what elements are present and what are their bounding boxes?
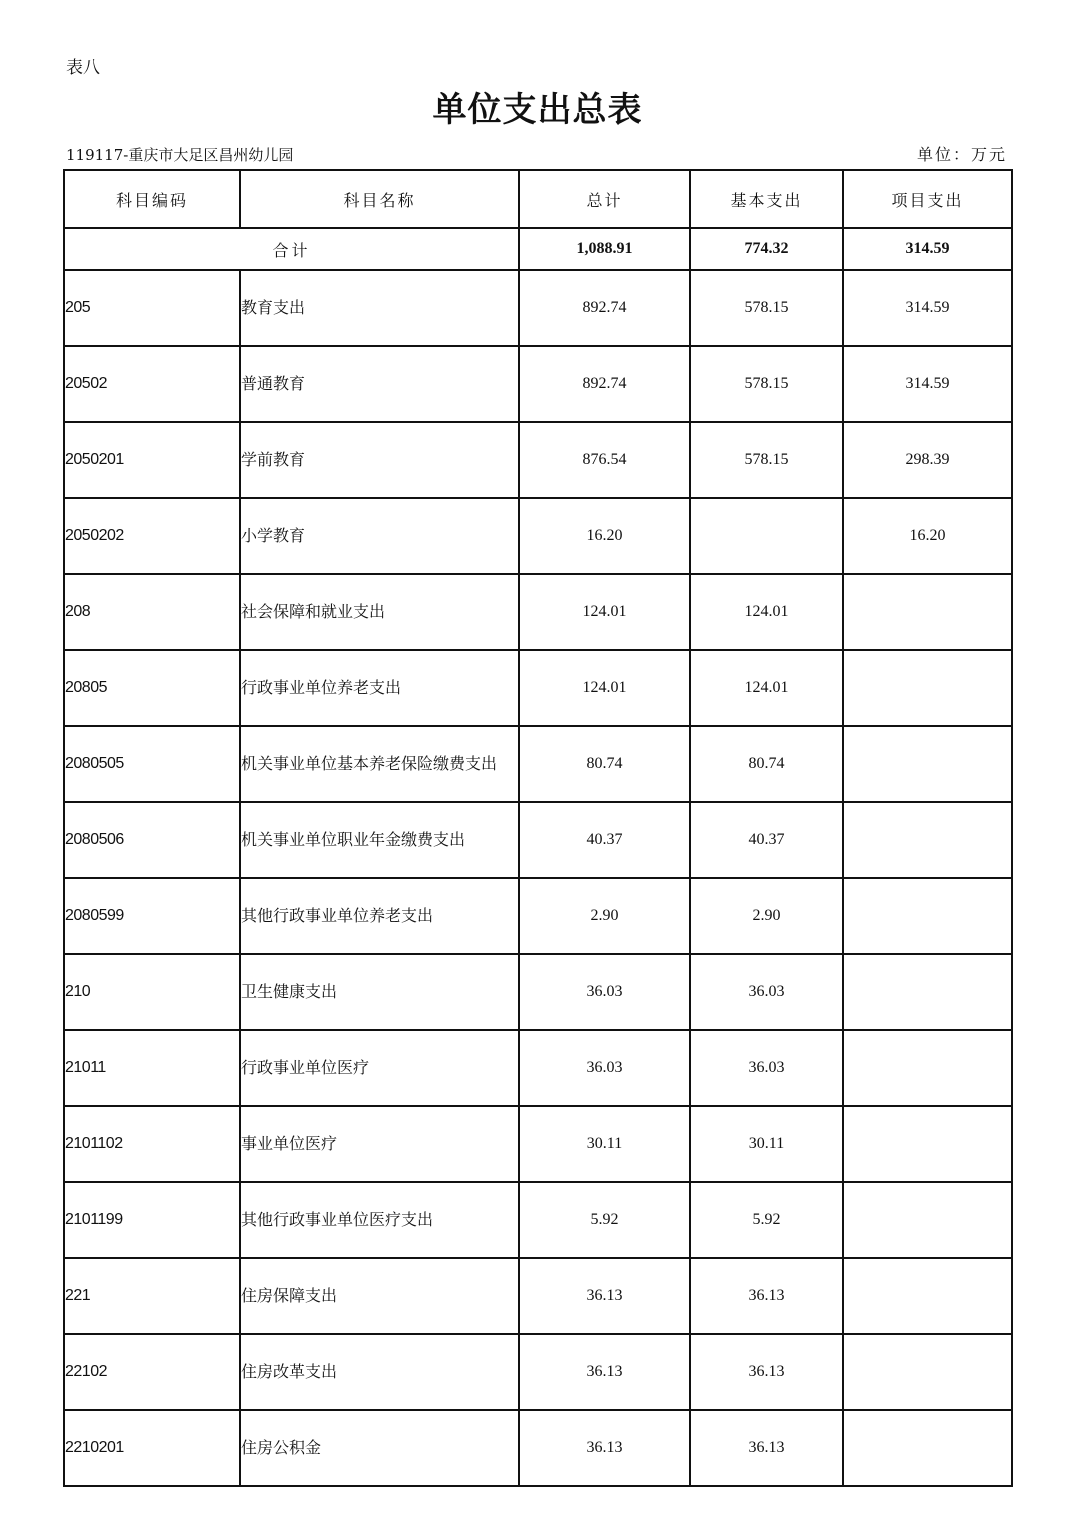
table-row xyxy=(64,574,1012,650)
cell-name: 社会保障和就业支出 xyxy=(240,574,519,650)
cell-project xyxy=(843,1182,1012,1258)
header-project: 项目支出 xyxy=(843,170,1012,228)
cell-basic: 124.01 xyxy=(690,574,843,650)
cell-total: 16.20 xyxy=(519,498,690,574)
cell-name: 事业单位医疗 xyxy=(240,1106,519,1182)
cell-name: 其他行政事业单位医疗支出 xyxy=(240,1182,519,1258)
cell-project xyxy=(843,1030,1012,1106)
cell-total: 36.13 xyxy=(519,1334,690,1410)
cell-code: 2080505 xyxy=(64,726,240,802)
cell-basic: 2.90 xyxy=(690,878,843,954)
table-row xyxy=(64,270,1012,346)
table-row xyxy=(64,1334,1012,1410)
table-row xyxy=(64,954,1012,1030)
cell-basic: 124.01 xyxy=(690,650,843,726)
cell-name: 普通教育 xyxy=(240,346,519,422)
cell-total: 5.92 xyxy=(519,1182,690,1258)
cell-project xyxy=(843,954,1012,1030)
cell-name: 住房保障支出 xyxy=(240,1258,519,1334)
cell-project: 298.39 xyxy=(843,422,1012,498)
total-label: 合计 xyxy=(64,228,519,270)
header-basic: 基本支出 xyxy=(690,170,843,228)
cell-basic: 36.13 xyxy=(690,1410,843,1486)
header-total: 总计 xyxy=(519,170,690,228)
cell-project xyxy=(843,726,1012,802)
table-row xyxy=(64,1182,1012,1258)
page-title: 单位支出总表 xyxy=(432,90,643,130)
cell-total: 892.74 xyxy=(519,346,690,422)
cell-total: 36.03 xyxy=(519,1030,690,1106)
cell-total: 2.90 xyxy=(519,878,690,954)
cell-project xyxy=(843,878,1012,954)
cell-total: 124.01 xyxy=(519,574,690,650)
table-row xyxy=(64,422,1012,498)
table-row xyxy=(64,1106,1012,1182)
cell-project xyxy=(843,1334,1012,1410)
cell-name: 小学教育 xyxy=(240,498,519,574)
cell-basic: 5.92 xyxy=(690,1182,843,1258)
cell-total: 36.03 xyxy=(519,954,690,1030)
total-row xyxy=(64,228,1012,270)
cell-name: 教育支出 xyxy=(240,270,519,346)
cell-basic: 36.13 xyxy=(690,1258,843,1334)
cell-project xyxy=(843,1258,1012,1334)
cell-basic: 80.74 xyxy=(690,726,843,802)
cell-code: 210 xyxy=(64,954,240,1030)
cell-code: 205 xyxy=(64,270,240,346)
header-code: 科目编码 xyxy=(64,170,240,228)
cell-project xyxy=(843,650,1012,726)
cell-name: 卫生健康支出 xyxy=(240,954,519,1030)
total-sum: 1,088.91 xyxy=(519,228,690,270)
cell-total: 892.74 xyxy=(519,270,690,346)
cell-basic xyxy=(690,498,843,574)
cell-project xyxy=(843,1410,1012,1486)
cell-name: 住房改革支出 xyxy=(240,1334,519,1410)
cell-code: 221 xyxy=(64,1258,240,1334)
cell-basic: 36.13 xyxy=(690,1334,843,1410)
total-basic: 774.32 xyxy=(690,228,843,270)
cell-project: 314.59 xyxy=(843,270,1012,346)
cell-total: 80.74 xyxy=(519,726,690,802)
table-row xyxy=(64,1258,1012,1334)
organization-name: 119117-重庆市大足区昌州幼儿园 xyxy=(66,146,294,164)
cell-basic: 36.03 xyxy=(690,954,843,1030)
cell-code: 2080506 xyxy=(64,802,240,878)
cell-code: 2050201 xyxy=(64,422,240,498)
table-row xyxy=(64,498,1012,574)
cell-basic: 578.15 xyxy=(690,346,843,422)
cell-name: 机关事业单位职业年金缴费支出 xyxy=(240,802,519,878)
cell-basic: 578.15 xyxy=(690,422,843,498)
cell-code: 22102 xyxy=(64,1334,240,1410)
cell-project xyxy=(843,574,1012,650)
cell-code: 20502 xyxy=(64,346,240,422)
cell-basic: 36.03 xyxy=(690,1030,843,1106)
cell-total: 36.13 xyxy=(519,1258,690,1334)
cell-name: 机关事业单位基本养老保险缴费支出 xyxy=(240,726,519,802)
cell-code: 2101102 xyxy=(64,1106,240,1182)
header-name: 科目名称 xyxy=(240,170,519,228)
cell-basic: 40.37 xyxy=(690,802,843,878)
cell-project: 314.59 xyxy=(843,346,1012,422)
cell-total: 876.54 xyxy=(519,422,690,498)
table-row xyxy=(64,878,1012,954)
cell-name: 行政事业单位医疗 xyxy=(240,1030,519,1106)
cell-code: 2101199 xyxy=(64,1182,240,1258)
table-row xyxy=(64,802,1012,878)
cell-name: 学前教育 xyxy=(240,422,519,498)
table-number-label: 表八 xyxy=(66,58,100,78)
cell-code: 208 xyxy=(64,574,240,650)
total-project: 314.59 xyxy=(843,228,1012,270)
cell-basic: 578.15 xyxy=(690,270,843,346)
cell-basic: 30.11 xyxy=(690,1106,843,1182)
cell-code: 2080599 xyxy=(64,878,240,954)
cell-total: 36.13 xyxy=(519,1410,690,1486)
cell-name: 住房公积金 xyxy=(240,1410,519,1486)
table-row xyxy=(64,1030,1012,1106)
cell-name: 行政事业单位养老支出 xyxy=(240,650,519,726)
cell-code: 2050202 xyxy=(64,498,240,574)
table-row xyxy=(64,1410,1012,1486)
cell-project: 16.20 xyxy=(843,498,1012,574)
cell-project xyxy=(843,1106,1012,1182)
cell-project xyxy=(843,802,1012,878)
cell-name: 其他行政事业单位养老支出 xyxy=(240,878,519,954)
cell-total: 30.11 xyxy=(519,1106,690,1182)
cell-total: 124.01 xyxy=(519,650,690,726)
cell-total: 40.37 xyxy=(519,802,690,878)
cell-code: 2210201 xyxy=(64,1410,240,1486)
table-row xyxy=(64,346,1012,422)
table-row xyxy=(64,650,1012,726)
cell-code: 21011 xyxy=(64,1030,240,1106)
table-row xyxy=(64,726,1012,802)
unit-label: 单位：万元 xyxy=(916,145,1007,164)
header-row xyxy=(64,170,1012,228)
expenditure-table xyxy=(63,169,1013,1487)
cell-code: 20805 xyxy=(64,650,240,726)
